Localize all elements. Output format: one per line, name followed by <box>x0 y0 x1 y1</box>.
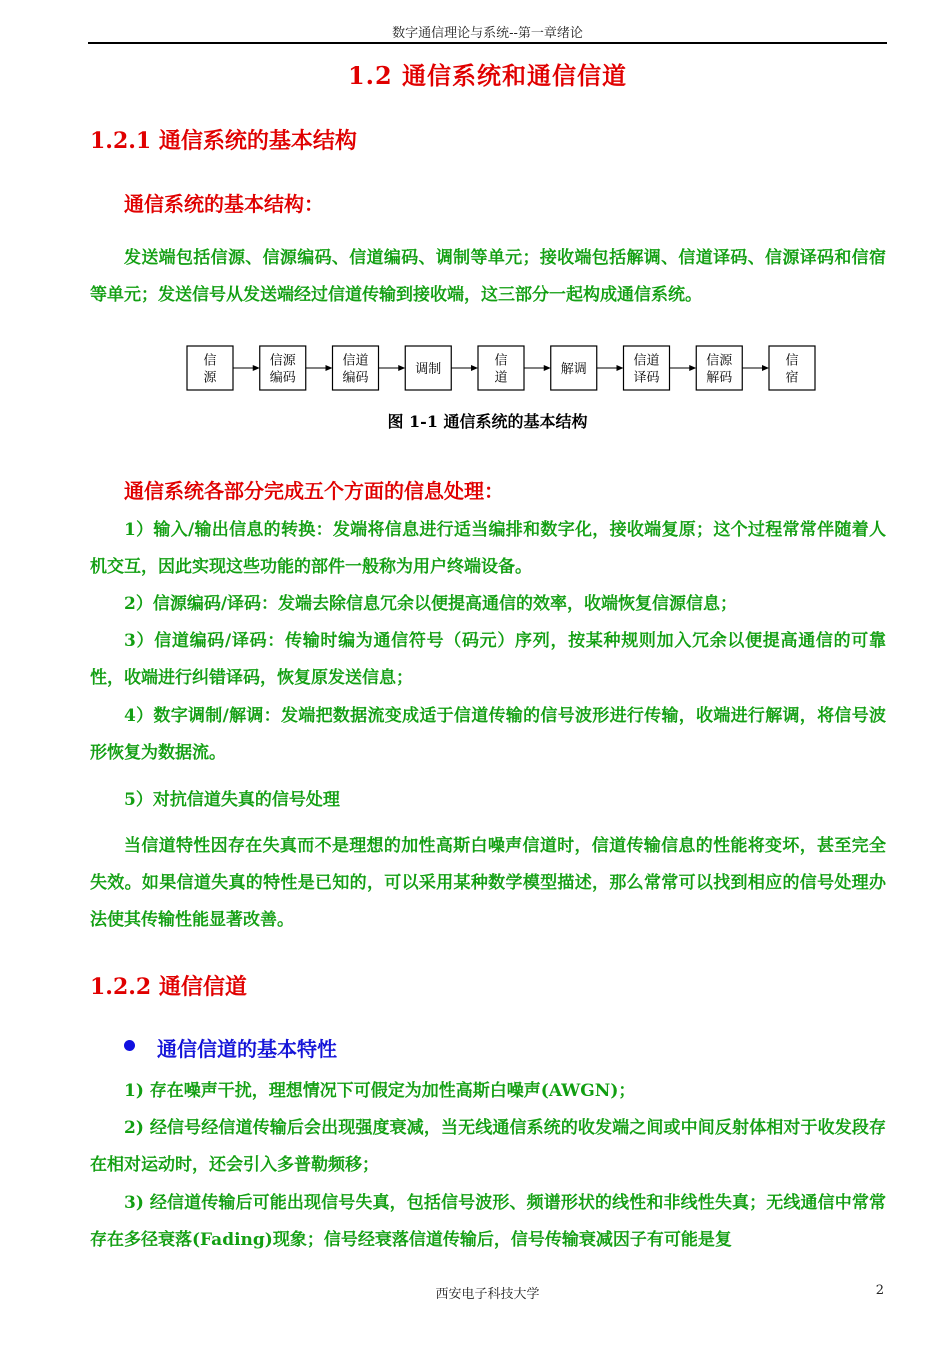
bullet-heading: 通信信道的基本特性 <box>157 1037 337 1061</box>
diagram-block-label: 解码 <box>706 370 733 386</box>
diagram-block-label: 道 <box>494 370 508 386</box>
diagram-block-3 <box>405 346 451 390</box>
footer-institution: 西安电子科技大学 <box>435 1287 540 1302</box>
diagram-block-5 <box>551 346 597 390</box>
subheading-basic-structure: 通信系统的基本结构： <box>124 192 324 216</box>
diagram-arrow <box>524 365 551 371</box>
item-3-channel-coding: 3）信道编码/译码：传输时编为通信符号（码元）序列，按某种规则加入冗余以便提高通信的可靠性，收端进行纠错译码，恢复原发送信息； <box>90 631 886 688</box>
section-title: 1.2 通信系统和通信信道 <box>347 61 628 90</box>
diagram-block-label: 宿 <box>785 370 799 386</box>
diagram-arrow <box>597 365 624 371</box>
diagram-arrow <box>306 365 333 371</box>
diagram-block-label: 信道 <box>342 353 369 369</box>
diagram-block-6 <box>624 346 670 390</box>
diagram-block-label: 信道 <box>633 353 660 369</box>
diagram-block-label: 源 <box>203 370 217 386</box>
bullet-dot-icon <box>124 1040 135 1051</box>
diagram-block-label: 信 <box>494 353 508 369</box>
distortion-paragraph: 当信道特性因存在失真而不是理想的加性高斯白噪声信道时，信道传输信息的性能将变坏，甚至完全失效。如果信道失真的特性是已知的，可以采用某种数学模型描述，那么常常可以找到相应的信号处理办法使其传输性能显著改善。 <box>90 836 886 930</box>
diagram-block-7 <box>696 346 742 390</box>
diagram-block-0 <box>187 346 233 390</box>
subheading-five-aspects: 通信系统各部分完成五个方面的信息处理： <box>124 479 504 503</box>
figure-caption: 图 1-1 通信系统的基本结构 <box>387 412 588 431</box>
diagram-arrow <box>670 365 697 371</box>
channel-item-3: 3) 经信道传输后可能出现信号失真，包括信号波形、频谱形状的线性和非线性失真；无线通信中常常存在多径衰落(Fading)现象；信号经衰落信道传输后，信号传输衰减因子有可能是复 <box>90 1193 886 1250</box>
diagram-block-1 <box>260 346 306 390</box>
diagram-block-2 <box>333 346 379 390</box>
diagram-block-label: 解调 <box>560 362 587 377</box>
diagram-block-4 <box>478 346 524 390</box>
intro-paragraph: 发送端包括信源、信源编码、信道编码、调制等单元；接收端包括解调、信道译码、信源译码和信宿等单元；发送信号从发送端经过信道传输到接收端，这三部分一起构成通信系统。 <box>90 248 886 305</box>
diagram-block-label: 编码 <box>342 370 369 386</box>
channel-item-2: 2) 经信号经信道传输后会出现强度衰减，当无线通信系统的收发端之间或中间反射体相对于收发段存在相对运动时，还会引入多普勒频移； <box>90 1118 886 1175</box>
diagram-block-label: 信 <box>785 353 799 369</box>
bullet-channel-characteristics <box>124 1033 337 1062</box>
header-rule <box>88 42 887 44</box>
diagram-block-label: 译码 <box>633 370 660 386</box>
item-5-distortion: 5）对抗信道失真的信号处理 <box>124 790 340 810</box>
heading-1-2-2: 1.2.2 通信信道 <box>90 974 247 1000</box>
diagram-arrow <box>233 365 260 371</box>
diagram-block-label: 调制 <box>415 362 442 377</box>
item-1-io-conversion: 1）输入/输出信息的转换：发端将信息进行适当编排和数字化，接收端复原；这个过程常常伴随着人机交互，因此实现这些功能的部件一般称为用户终端设备。 <box>90 520 886 577</box>
diagram-arrow <box>379 365 406 371</box>
item-4-modulation: 4）数字调制/解调：发端把数据流变成适于信道传输的信号波形进行传输，收端进行解调，将信号波形恢复为数据流。 <box>90 706 886 763</box>
block-diagram <box>186 344 826 392</box>
diagram-block-8 <box>769 346 815 390</box>
diagram-block-label: 信源 <box>269 353 296 369</box>
page-number: 2 <box>875 1283 884 1298</box>
diagram-block-label: 信 <box>203 353 217 369</box>
channel-item-1: 1) 存在噪声干扰，理想情况下可假定为加性高斯白噪声(AWGN)； <box>124 1081 636 1101</box>
running-header: 数字通信理论与系统--第一章绪论 <box>392 26 583 41</box>
diagram-arrow <box>742 365 769 371</box>
diagram-arrow <box>451 365 478 371</box>
heading-1-2-1: 1.2.1 通信系统的基本结构 <box>90 128 357 154</box>
diagram-block-label: 编码 <box>269 370 296 386</box>
item-2-source-coding: 2）信源编码/译码：发端去除信息冗余以便提高通信的效率，收端恢复信源信息； <box>124 594 738 614</box>
diagram-block-label: 信源 <box>706 353 733 369</box>
